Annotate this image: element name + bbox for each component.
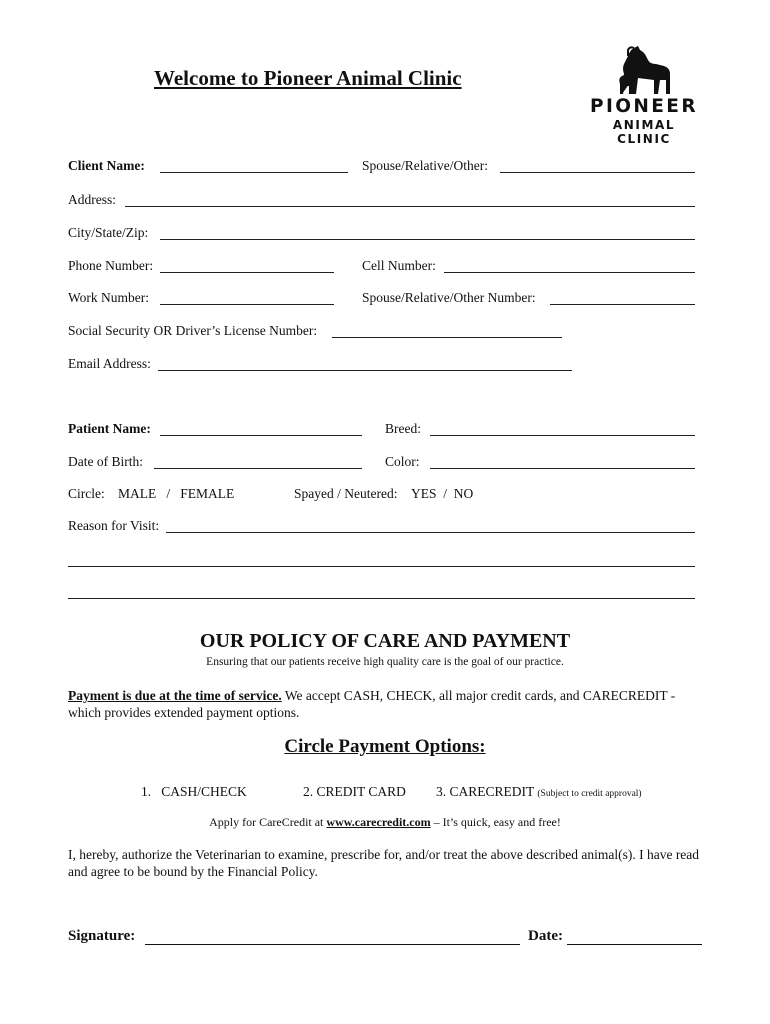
- horse-dog-icon: [584, 44, 708, 98]
- spouse-field[interactable]: [500, 172, 695, 173]
- breed-field[interactable]: [430, 435, 695, 436]
- policy-subheading: Ensuring that our patients receive high quality care is the goal of our practice.: [206, 656, 564, 668]
- ssn-field[interactable]: [332, 337, 562, 338]
- spayed-options[interactable]: YES / NO: [411, 486, 474, 501]
- patient-name-label: Patient Name:: [68, 421, 151, 436]
- email-label: Email Address:: [68, 356, 151, 371]
- color-label: Color:: [385, 454, 420, 469]
- payment-option-credit[interactable]: 2. CREDIT CARD: [303, 784, 406, 799]
- phone-field[interactable]: [160, 272, 334, 273]
- spouse-number-label: Spouse/Relative/Other Number:: [362, 290, 536, 305]
- dob-field[interactable]: [154, 468, 362, 469]
- client-name-field[interactable]: [160, 172, 348, 173]
- ssn-label: Social Security OR Driver’s License Number:: [68, 323, 318, 338]
- sex-circle-label: Circle:: [68, 486, 105, 501]
- signature-label: Signature:: [68, 928, 136, 944]
- address-field[interactable]: [125, 206, 695, 207]
- apply-suffix: – It’s quick, easy and free!: [430, 815, 561, 829]
- date-field[interactable]: [567, 944, 702, 945]
- reason-line-2[interactable]: [68, 566, 695, 567]
- policy-heading: OUR POLICY OF CARE AND PAYMENT: [199, 630, 571, 652]
- payment-option-carecredit[interactable]: [436, 784, 642, 800]
- page-title: Welcome to Pioneer Animal Clinic: [154, 66, 462, 90]
- work-label: Work Number:: [68, 290, 150, 305]
- payment-policy-paragraph: [68, 687, 708, 721]
- date-label: Date:: [528, 928, 563, 944]
- client-name-label: Client Name:: [68, 158, 145, 173]
- color-field[interactable]: [430, 468, 695, 469]
- carecredit-label: 3. CARECREDIT: [436, 784, 535, 799]
- carecredit-note: (Subject to credit approval): [537, 789, 642, 799]
- address-label: Address:: [68, 192, 116, 207]
- payment-due-text: Payment is due at the time of service.: [68, 688, 282, 703]
- email-field[interactable]: [158, 370, 572, 371]
- work-field[interactable]: [160, 304, 334, 305]
- logo-name: PIONEER: [590, 96, 698, 117]
- reason-field[interactable]: [166, 532, 695, 533]
- patient-name-field[interactable]: [160, 435, 362, 436]
- reason-label: Reason for Visit:: [68, 518, 160, 533]
- spouse-number-field[interactable]: [550, 304, 695, 305]
- authorization-paragraph: I, hereby, authorize the Veterinarian to examine, prescribe for, and/or treat the above described animal(s). I have read and agree to be bound by the Financial Policy.: [68, 847, 700, 879]
- dob-label: Date of Birth:: [68, 454, 143, 469]
- carecredit-link[interactable]: www.carecredit.com: [326, 815, 431, 829]
- apply-prefix: Apply for CareCredit at: [209, 815, 327, 829]
- phone-label: Phone Number:: [68, 258, 154, 273]
- payment-text: We accept CASH, CHECK, all major credit cards, and CARECREDIT - which provides extended payment options.: [68, 688, 676, 720]
- reason-line-3[interactable]: [68, 598, 695, 599]
- breed-label: Breed:: [385, 421, 421, 436]
- signature-field[interactable]: [145, 944, 520, 945]
- city-label: City/State/Zip:: [68, 225, 149, 240]
- apply-line: [0, 815, 770, 830]
- cell-label: Cell Number:: [362, 258, 436, 273]
- payment-options-heading: Circle Payment Options:: [284, 736, 486, 757]
- payment-option-cash[interactable]: 1. CASH/CHECK: [141, 784, 247, 799]
- sex-options[interactable]: MALE / FEMALE: [118, 486, 235, 501]
- spayed-label: Spayed / Neutered:: [294, 486, 398, 501]
- cell-field[interactable]: [444, 272, 695, 273]
- city-field[interactable]: [160, 239, 695, 240]
- spouse-label: Spouse/Relative/Other:: [362, 158, 488, 173]
- logo-subtitle: ANIMAL CLINIC: [612, 118, 676, 146]
